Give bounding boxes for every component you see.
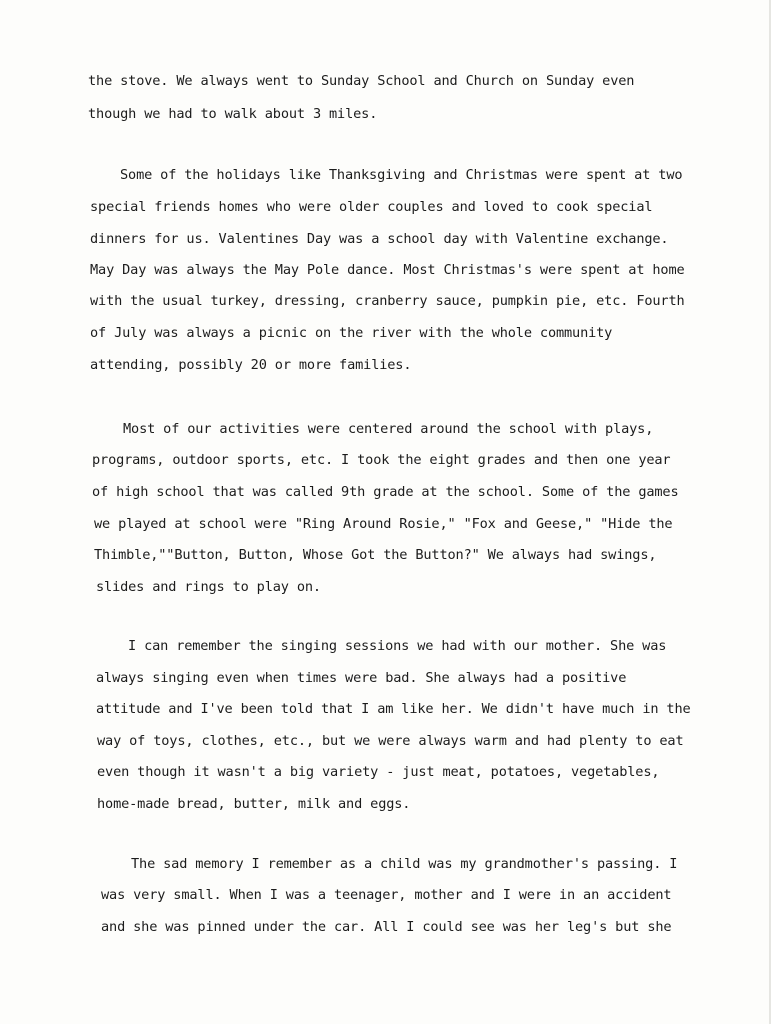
text-line: Most of our activities were centered around the school with plays,	[123, 421, 654, 437]
text-line: attitude and I've been told that I am like her. We didn't have much in the	[96, 701, 691, 717]
text-line: slides and rings to play on.	[96, 579, 321, 595]
text-line: with the usual turkey, dressing, cranberry sauce, pumpkin pie, etc. Fourth	[90, 293, 685, 309]
text-line: special friends homes who were older couples and loved to cook special	[90, 199, 653, 215]
text-line: programs, outdoor sports, etc. I took the eight grades and then one year	[92, 452, 671, 468]
text-line: the stove. We always went to Sunday School and Church on Sunday even	[88, 73, 635, 89]
text-line: though we had to walk about 3 miles.	[88, 106, 378, 122]
text-line: of high school that was called 9th grade at the school. Some of the games	[92, 484, 679, 500]
text-line: of July was always a picnic on the river with the whole community	[90, 325, 613, 341]
text-line: Thimble,""Button, Button, Whose Got the Button?" We always had swings,	[94, 547, 657, 563]
text-line: I can remember the singing sessions we had with our mother. She was	[128, 638, 667, 654]
text-line: and she was pinned under the car. All I could see was her leg's but she	[101, 919, 672, 935]
text-line: May Day was always the May Pole dance. Most Christmas's were spent at home	[90, 262, 685, 278]
text-line: The sad memory I remember as a child was my grandmother's passing. I	[131, 856, 678, 872]
text-line: attending, possibly 20 or more families.	[90, 357, 412, 373]
text-line: even though it wasn't a big variety - just meat, potatoes, vegetables,	[97, 764, 660, 780]
text-line: we played at school were "Ring Around Rosie," "Fox and Geese," "Hide the	[94, 516, 673, 532]
text-line: always singing even when times were bad. She always had a positive	[96, 670, 627, 686]
text-line: dinners for us. Valentines Day was a school day with Valentine exchange.	[90, 231, 669, 247]
text-line: Some of the holidays like Thanksgiving and Christmas were spent at two	[120, 167, 683, 183]
text-line: way of toys, clothes, etc., but we were always warm and had plenty to eat	[97, 733, 684, 749]
text-line: was very small. When I was a teenager, mother and I were in an accident	[101, 887, 672, 903]
text-line: home-made bread, butter, milk and eggs.	[97, 796, 411, 812]
